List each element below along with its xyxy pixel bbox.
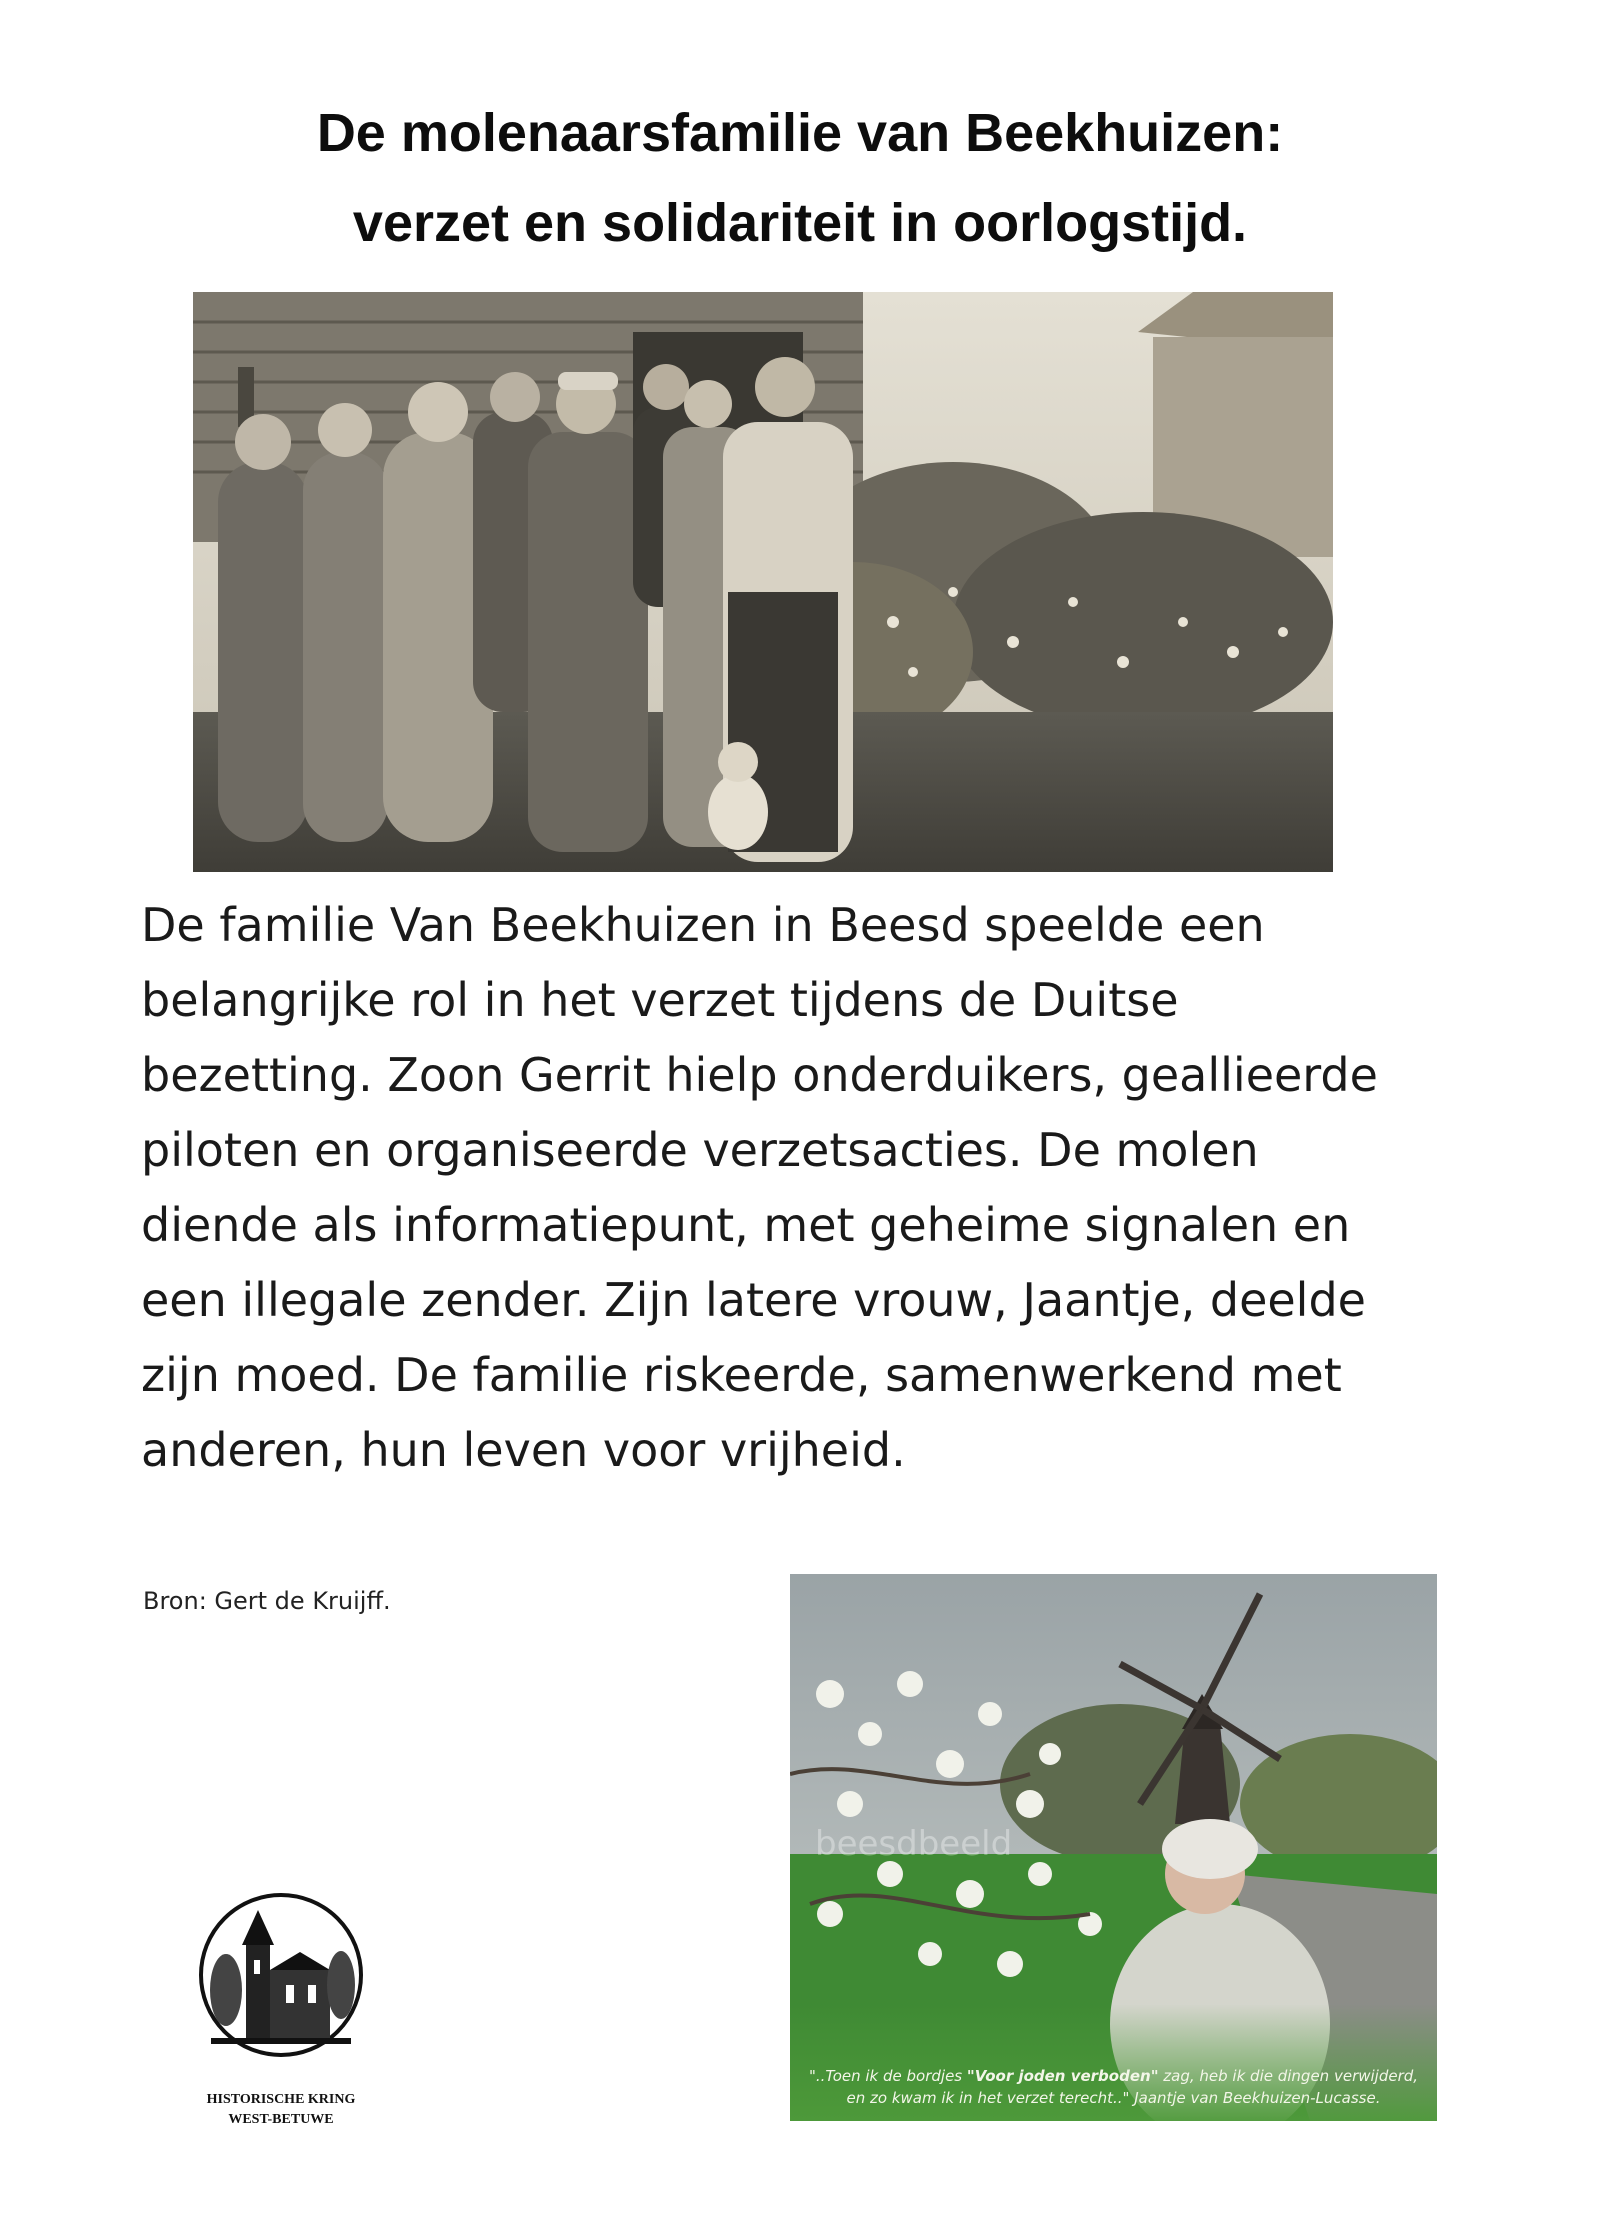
logo-caption xyxy=(156,2090,406,2130)
page-title xyxy=(0,88,1600,268)
logo-caption-line-2: WEST-BETUWE xyxy=(228,2112,334,2127)
family-photo-illustration xyxy=(193,292,1333,872)
watermark-text: beesdbeeld xyxy=(815,1824,1013,1864)
body-line: een illegale zender. Zijn latere vrouw, Jaantje, deelde xyxy=(141,1273,1366,1327)
family-photo xyxy=(193,292,1333,872)
body-line: belangrijke rol in het verzet tijdens de Duitse xyxy=(141,973,1179,1027)
body-line: bezetting. Zoon Gerrit hielp onderduikers, geallieerde xyxy=(141,1048,1378,1102)
title-line-2: verzet en solidariteit in oorlogstijd. xyxy=(352,193,1248,253)
quote-line-1 xyxy=(790,2065,1437,2087)
body-line: diende als informatiepunt, met geheime signalen en xyxy=(141,1198,1351,1252)
body-line: zijn moed. De familie riskeerde, samenwerkend met xyxy=(141,1348,1342,1402)
body-line: anderen, hun leven voor vrijheid. xyxy=(141,1423,906,1477)
quote-pre: "..Toen ik de bordjes xyxy=(808,2067,967,2085)
quote-post: zag, heb ik die dingen verwijderd, xyxy=(1158,2067,1419,2085)
quote-caption xyxy=(790,2065,1437,2109)
quote-bold: "Voor joden verboden" xyxy=(966,2067,1159,2085)
body-line: De familie Van Beekhuizen in Beesd speelde een xyxy=(141,898,1265,952)
church-logo-icon xyxy=(196,1890,366,2060)
historische-kring-logo xyxy=(196,1890,366,2060)
quote-line-2: en zo kwam ik in het verzet terecht.." Jaantje van Beekhuizen-Lucasse. xyxy=(846,2089,1381,2107)
body-paragraph xyxy=(141,888,1481,1488)
jaantje-photo xyxy=(790,1574,1437,2121)
source-credit: Bron: Gert de Kruijff. xyxy=(143,1587,391,1615)
title-line-1: De molenaarsfamilie van Beekhuizen: xyxy=(316,103,1284,163)
body-line: piloten en organiseerde verzetsacties. De molen xyxy=(141,1123,1259,1177)
logo-caption-line-1: HISTORISCHE KRING xyxy=(206,2092,356,2107)
